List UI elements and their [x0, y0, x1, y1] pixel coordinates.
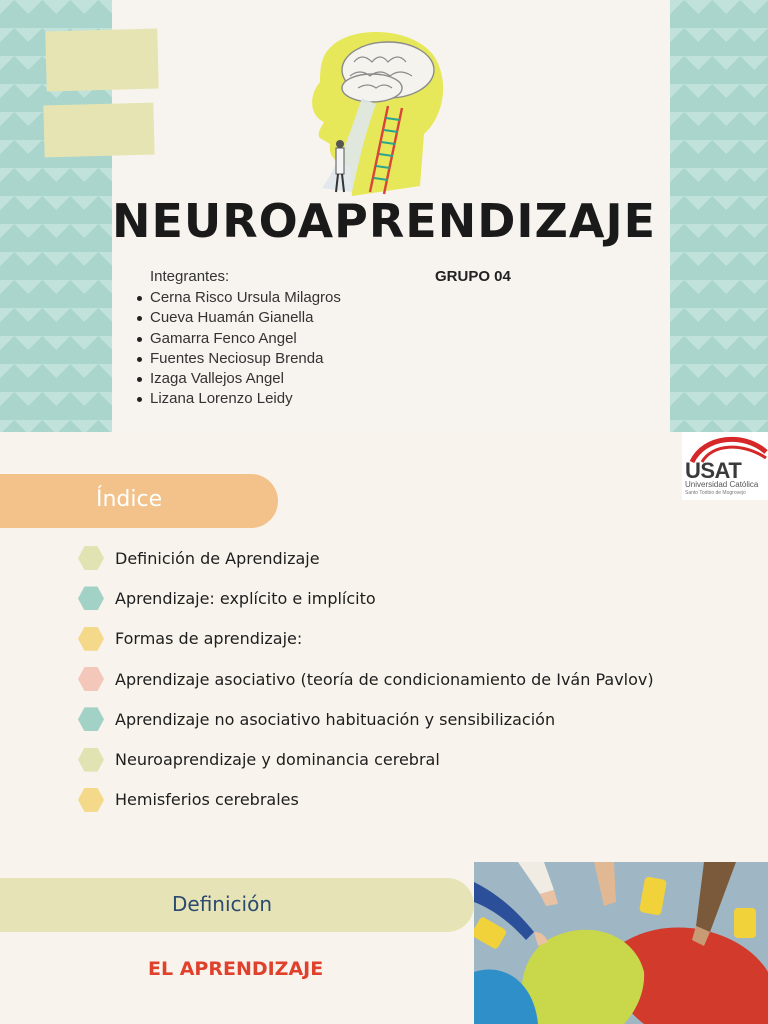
member-item: Cueva Huamán Gianella	[136, 308, 341, 328]
hexagon-bullet-icon	[78, 586, 104, 610]
index-header	[0, 474, 278, 528]
index-item-label: Hemisferios cerebrales	[115, 790, 299, 810]
usat-logo	[682, 432, 768, 500]
member-item: Lizana Lorenzo Leidy	[136, 389, 341, 409]
hexagon-bullet-icon	[78, 546, 104, 570]
brain-head-illustration	[292, 26, 452, 198]
index-item	[78, 699, 654, 739]
index-item-label: Aprendizaje no asociativo habituación y sensibilización	[115, 709, 556, 729]
members-list	[136, 288, 341, 410]
index-item-label: Formas de aprendizaje:	[115, 629, 303, 649]
member-item: Gamarra Fenco Angel	[136, 329, 341, 349]
hexagon-bullet-icon	[78, 667, 104, 691]
index-item-label: Neuroaprendizaje y dominancia cerebral	[115, 750, 440, 770]
definition-title: Definición	[172, 892, 272, 916]
hexagon-bullet-icon	[78, 627, 104, 651]
hexagon-bullet-icon	[78, 748, 104, 772]
section-heading: EL APRENDIZAJE	[148, 958, 324, 980]
index-item	[78, 739, 654, 779]
index-list	[78, 538, 654, 820]
index-item	[78, 659, 654, 699]
member-item: Cerna Risco Ursula Milagros	[136, 288, 341, 308]
index-item-label: Definición de Aprendizaje	[115, 548, 320, 568]
index-item	[78, 578, 654, 618]
sticky-note-decoration	[45, 29, 159, 92]
index-item	[78, 538, 654, 578]
member-item: Izaga Vallejos Angel	[136, 369, 341, 389]
index-item-label: Aprendizaje asociativo (teoría de condicionamiento de Iván Pavlov)	[115, 669, 654, 689]
group-label: GRUPO 04	[435, 268, 511, 285]
hexagon-bullet-icon	[78, 788, 104, 812]
main-title: NEUROAPRENDIZAJE	[111, 194, 656, 248]
index-item	[78, 780, 654, 820]
members-label: Integrantes:	[150, 268, 230, 285]
index-item-label: Aprendizaje: explícito e implícito	[115, 588, 376, 608]
index-title: Índice	[96, 487, 163, 512]
logo-subtitle: Universidad Católica	[685, 480, 759, 489]
index-item	[78, 619, 654, 659]
hexagon-bullet-icon	[78, 707, 104, 731]
logo-subtitle-small: Santo Toribio de Mogrovejo	[685, 490, 746, 496]
member-item: Fuentes Neciosup Brenda	[136, 349, 341, 369]
definition-header	[0, 878, 474, 932]
puzzle-hands-photo	[474, 862, 768, 1024]
logo-name: USAT	[685, 458, 742, 483]
sticky-note-decoration	[43, 103, 154, 158]
